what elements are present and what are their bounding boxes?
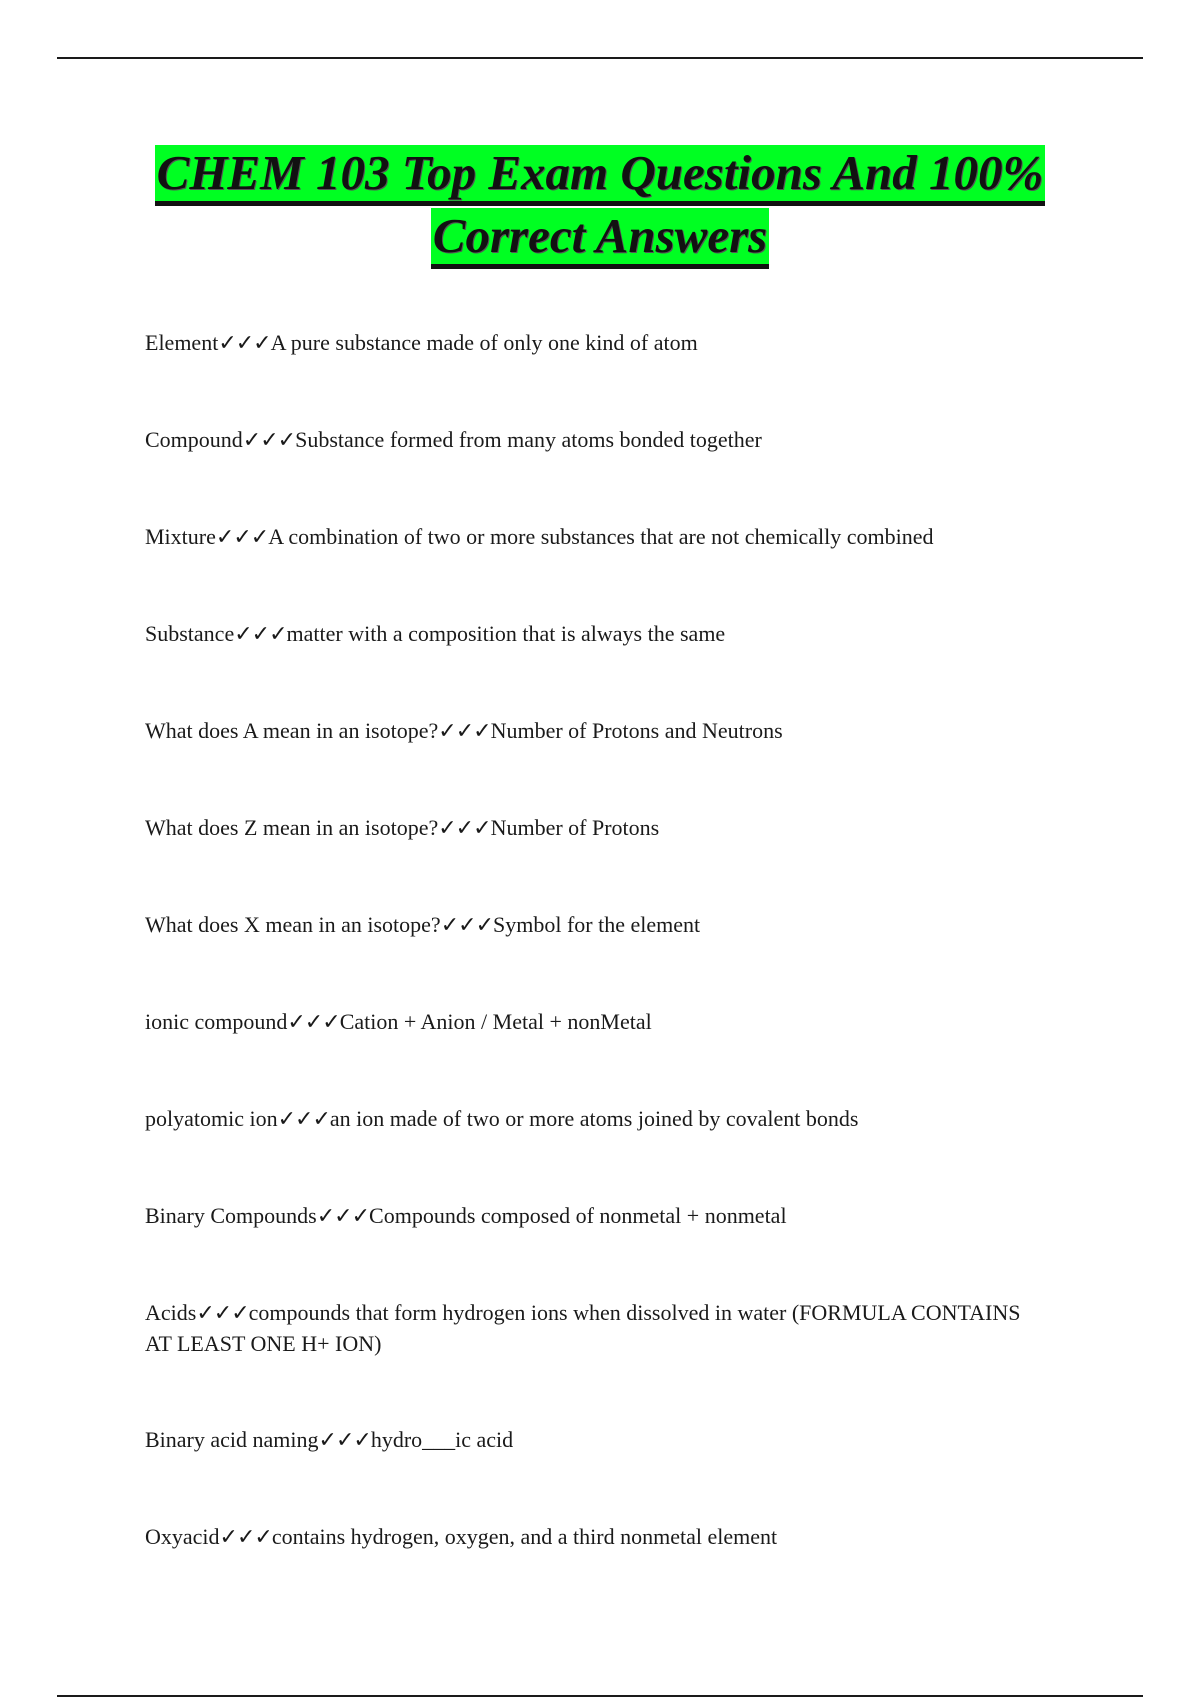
checkmarks-icon: ✓✓✓ (219, 1525, 272, 1550)
qa-term: Compound (145, 427, 243, 452)
checkmarks-icon: ✓✓✓ (316, 1204, 370, 1229)
qa-item (145, 1201, 1025, 1232)
qa-answer: Cation + Anion / Metal + nonMetal (339, 1009, 652, 1034)
checkmarks-icon: ✓✓✓ (277, 1107, 330, 1132)
qa-answer: A combination of two or more substances that are not chemically combined (268, 524, 934, 549)
qa-item (145, 425, 1025, 456)
bottom-rule (57, 1695, 1143, 1697)
checkmarks-icon: ✓✓✓ (440, 913, 494, 938)
qa-term: Oxyacid (145, 1524, 220, 1549)
qa-answer: Symbol for the element (493, 912, 701, 937)
qa-item (145, 716, 1025, 747)
title-line-1: CHEM 103 Top Exam Questions And 100% (155, 145, 1046, 206)
qa-answer: Number of Protons (490, 815, 660, 840)
qa-list (145, 328, 1025, 1619)
qa-item (145, 813, 1025, 844)
qa-term: polyatomic ion (145, 1106, 278, 1131)
qa-term: ionic compound (145, 1009, 288, 1034)
document-title (0, 145, 1200, 271)
checkmarks-icon: ✓✓✓ (287, 1010, 340, 1035)
qa-item (145, 619, 1025, 650)
qa-item (145, 910, 1025, 941)
checkmarks-icon: ✓✓✓ (438, 816, 491, 841)
checkmarks-icon: ✓✓✓ (318, 1428, 371, 1453)
checkmarks-icon: ✓✓✓ (215, 525, 269, 550)
qa-term: What does A mean in an isotope? (145, 718, 439, 743)
qa-answer: an ion made of two or more atoms joined by covalent bonds (329, 1106, 859, 1131)
qa-item (145, 328, 1025, 359)
checkmarks-icon: ✓✓✓ (234, 622, 287, 647)
qa-answer: hydro___ic acid (370, 1427, 514, 1452)
qa-item (145, 1425, 1025, 1456)
qa-answer: Number of Protons and Neutrons (490, 718, 783, 743)
checkmarks-icon: ✓✓✓ (196, 1301, 249, 1326)
qa-answer: matter with a composition that is always the same (286, 621, 726, 646)
qa-term: Substance (145, 621, 235, 646)
qa-item (145, 1298, 1025, 1359)
qa-answer: A pure substance made of only one kind of atom (270, 330, 698, 355)
qa-term: What does Z mean in an isotope? (145, 815, 439, 840)
qa-answer: compounds that form hydrogen ions when dissolved in water (FORMULA CONTAINS AT LEAST ONE H+ ION) (145, 1300, 1021, 1356)
qa-term: What does X mean in an isotope? (145, 912, 441, 937)
title-line-2: Correct Answers (431, 208, 769, 269)
qa-answer: contains hydrogen, oxygen, and a third nonmetal element (271, 1524, 778, 1549)
checkmarks-icon: ✓✓✓ (438, 719, 491, 744)
checkmarks-icon: ✓✓✓ (242, 428, 296, 453)
top-rule (57, 57, 1143, 59)
qa-term: Mixture (145, 524, 216, 549)
qa-answer: Substance formed from many atoms bonded together (295, 427, 762, 452)
qa-term: Binary Compounds (145, 1203, 317, 1228)
qa-term: Element (145, 330, 219, 355)
qa-term: Binary acid naming (145, 1427, 319, 1452)
qa-item (145, 1104, 1025, 1135)
qa-item (145, 1522, 1025, 1553)
qa-term: Acids (145, 1300, 197, 1325)
qa-answer: Compounds composed of nonmetal + nonmetal (369, 1203, 787, 1228)
qa-item (145, 522, 1025, 553)
qa-item (145, 1007, 1025, 1038)
checkmarks-icon: ✓✓✓ (218, 331, 271, 356)
